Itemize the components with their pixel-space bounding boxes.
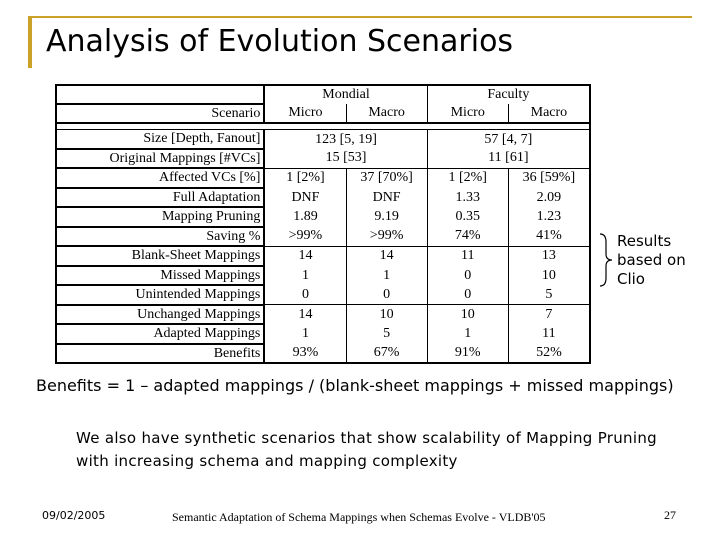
table-row xyxy=(56,285,590,305)
table-cell: 7 xyxy=(508,305,590,325)
table-cell: 0.35 xyxy=(427,207,508,227)
table-cell: 67% xyxy=(346,344,427,364)
synthetic-scenarios-note: We also have synthetic scenarios that show scalability of Mapping Pruning with increasing schema and mapping complexity xyxy=(76,429,657,470)
benefits-formula: Benefits = 1 – adapted mappings / (blank-sheet mappings + missed mappings) xyxy=(36,376,674,395)
subcol-header: Macro xyxy=(346,104,427,124)
table-cell: 14 xyxy=(264,305,346,325)
row-label: Adapted Mappings xyxy=(56,324,264,344)
table-cell: 10 xyxy=(427,305,508,325)
subcol-header: Micro xyxy=(427,104,508,124)
table-cell: 0 xyxy=(346,285,427,305)
group-header: Faculty xyxy=(427,85,590,104)
table-cell: >99% xyxy=(346,227,427,247)
table-cell: 5 xyxy=(346,324,427,344)
results-table xyxy=(55,84,591,364)
table-cell: 123 [5, 19] xyxy=(264,130,427,149)
subcol-header: Macro xyxy=(508,104,590,124)
results-note-line: Clio xyxy=(617,270,645,288)
table-row xyxy=(56,246,590,266)
table-cell: 1 xyxy=(264,324,346,344)
table-cell: 1 xyxy=(427,324,508,344)
table-cell: 5 xyxy=(508,285,590,305)
header-row-groups xyxy=(56,85,590,104)
row-label: Unintended Mappings xyxy=(56,285,264,305)
table-row xyxy=(56,227,590,247)
row-label: Missed Mappings xyxy=(56,266,264,286)
table-cell: 10 xyxy=(346,305,427,325)
row-label: Blank-Sheet Mappings xyxy=(56,246,264,266)
table-cell: 0 xyxy=(427,285,508,305)
table-cell: 1.23 xyxy=(508,207,590,227)
table-row xyxy=(56,207,590,227)
table-cell: 37 [70%] xyxy=(346,168,427,188)
results-table-container xyxy=(55,84,591,361)
scenario-label: Scenario xyxy=(56,104,264,124)
table-cell: 14 xyxy=(264,246,346,266)
row-label: Saving % xyxy=(56,227,264,247)
header-row-subcols xyxy=(56,104,590,124)
table-row xyxy=(56,324,590,344)
footer-date: 09/02/2005 xyxy=(42,509,106,522)
table-row xyxy=(56,266,590,286)
table-cell: 36 [59%] xyxy=(508,168,590,188)
page-number: 27 xyxy=(664,508,676,522)
table-cell: 14 xyxy=(346,246,427,266)
table-cell: 52% xyxy=(508,344,590,364)
table-cell: 11 [61] xyxy=(427,149,590,169)
table-row xyxy=(56,149,590,169)
table-cell: 1 [2%] xyxy=(264,168,346,188)
title-rule xyxy=(28,16,692,18)
results-note-line: based on xyxy=(617,251,686,269)
row-label: Unchanged Mappings xyxy=(56,305,264,325)
table-cell: DNF xyxy=(264,188,346,208)
table-cell: 10 xyxy=(508,266,590,286)
table-cell: 91% xyxy=(427,344,508,364)
row-label: Affected VCs [%] xyxy=(56,168,264,188)
row-label: Original Mappings [#VCs] xyxy=(56,149,264,169)
table-cell: 13 xyxy=(508,246,590,266)
slide-title: Analysis of Evolution Scenarios xyxy=(46,24,514,59)
header-corner xyxy=(56,85,264,104)
row-label: Mapping Pruning xyxy=(56,207,264,227)
table-cell: 11 xyxy=(508,324,590,344)
table-cell: 74% xyxy=(427,227,508,247)
table-cell: 0 xyxy=(427,266,508,286)
table-cell: 1.89 xyxy=(264,207,346,227)
table-row xyxy=(56,168,590,188)
table-cell: 57 [4, 7] xyxy=(427,130,590,149)
table-cell: 1 [2%] xyxy=(427,168,508,188)
title-accent-bar xyxy=(28,16,32,68)
group-header: Mondial xyxy=(264,85,427,104)
table-row xyxy=(56,305,590,325)
table-cell: >99% xyxy=(264,227,346,247)
results-note-line: Results xyxy=(617,232,672,250)
subcol-header: Micro xyxy=(264,104,346,124)
row-label: Size [Depth, Fanout] xyxy=(56,130,264,149)
results-note xyxy=(617,232,686,289)
table-cell: 9.19 xyxy=(346,207,427,227)
row-label: Full Adaptation xyxy=(56,188,264,208)
table-row xyxy=(56,188,590,208)
table-cell: 2.09 xyxy=(508,188,590,208)
table-cell: 15 [53] xyxy=(264,149,427,169)
table-cell: 93% xyxy=(264,344,346,364)
table-row xyxy=(56,130,590,149)
table-cell: 41% xyxy=(508,227,590,247)
table-cell: 11 xyxy=(427,246,508,266)
table-row xyxy=(56,344,590,364)
brace-icon xyxy=(598,232,614,288)
table-cell: 1 xyxy=(264,266,346,286)
table-cell: DNF xyxy=(346,188,427,208)
table-cell: 0 xyxy=(264,285,346,305)
table-cell: 1 xyxy=(346,266,427,286)
footer-title: Semantic Adaptation of Schema Mappings when Schemas Evolve - VLDB'05 xyxy=(172,510,546,524)
table-cell: 1.33 xyxy=(427,188,508,208)
row-label: Benefits xyxy=(56,344,264,364)
